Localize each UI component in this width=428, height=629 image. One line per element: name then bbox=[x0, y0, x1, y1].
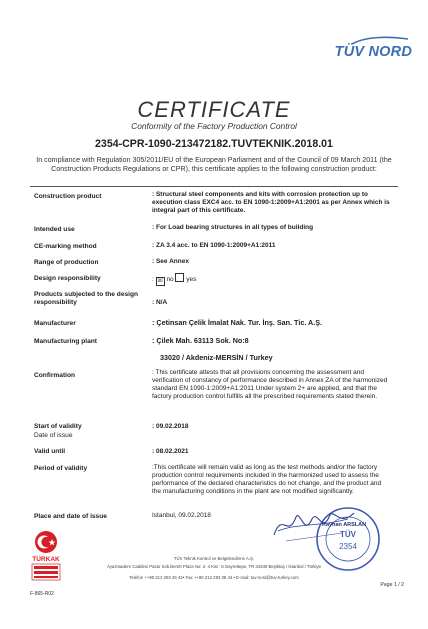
form-number: F-865-R02 bbox=[30, 591, 54, 597]
manufacturer-value: : Çetinsan Çelik İmalat Nak. Tur. İnş. San. Tic. A.Ş. bbox=[152, 318, 323, 327]
no-checkbox: ☒ bbox=[157, 278, 163, 284]
design-colon: : bbox=[152, 276, 154, 283]
range-label: Range of production bbox=[34, 259, 99, 266]
confirmation-label: Confirmation bbox=[34, 372, 76, 379]
manufacturing-plant-line1: : Çilek Mah. 63113 Sok. No:8 bbox=[152, 336, 249, 345]
footer-address: Ayazmadere Caddesi Pazar Sok.Berett Plaza No: 2- 4 Kat : 6 Gayrettepe, TR 34349 Beşiktaş / İstanbul / Türkiye bbox=[107, 564, 321, 569]
divider bbox=[30, 186, 398, 187]
design-responsibility-label: Design responsibility bbox=[34, 275, 101, 282]
ce-marking-value: : ZA 3.4 acc. to EN 1090-1:2009+A1:2011 bbox=[152, 242, 276, 249]
page-number: Page 1 / 2 bbox=[380, 582, 404, 588]
products-subjected-value: : N/A bbox=[152, 299, 168, 306]
intended-use-label: Intended use bbox=[34, 226, 75, 233]
turkak-name: TÜRKAK bbox=[32, 556, 60, 563]
ce-marking-label: CE-marking method bbox=[34, 243, 97, 250]
range-value: : See Annex bbox=[152, 258, 189, 265]
manufacturer-label: Manufacturer bbox=[34, 320, 76, 327]
start-validity-value: : 09.02.2018 bbox=[152, 423, 189, 430]
products-subjected-label: Products subjected to the design responsibility bbox=[34, 291, 139, 306]
start-validity-label: Start of validity bbox=[34, 423, 82, 430]
certificate-title: CERTIFICATE bbox=[137, 97, 291, 122]
certificate-number: 2354-CPR-1090-213472182.TUVTEKNIK.2018.01 bbox=[95, 138, 333, 150]
svg-text:TÜV: TÜV bbox=[340, 530, 356, 539]
place-date-label: Place and date of issue bbox=[34, 513, 107, 520]
date-of-issue-label: Date of issue bbox=[34, 432, 73, 439]
certificate-subtitle: Conformity of the Factory Production Control bbox=[131, 121, 297, 131]
tuv-nord-logo bbox=[318, 34, 412, 64]
manufacturing-plant-line2: 33020 / Akdeniz-MERSİN / Turkey bbox=[160, 353, 273, 362]
valid-until-value: : 08.02.2021 bbox=[152, 448, 189, 455]
yes-option-label: yes bbox=[186, 276, 197, 283]
place-date-value: Istanbul, 09.02.2018 bbox=[152, 512, 211, 519]
construction-product-label: Construction product bbox=[34, 193, 102, 200]
intended-use-value: : For Load bearing structures in all types of building bbox=[152, 224, 314, 231]
signatory-name: Kayhan ARSLAN bbox=[322, 522, 367, 528]
intro-text: In compliance with Regulation 305/2011/EU of the European Parliament and of the Council of 09 March 2011 (the Construction Products Regulations or CPR), this certificate applies to the following construction product: bbox=[36, 156, 392, 173]
footer-company: TÜV Teknik Kontrol ve Belgelendirme A.Ş. bbox=[173, 556, 255, 561]
design-responsibility-value bbox=[152, 273, 398, 286]
period-value: :This certificate will remain valid as long as the test methods and/or the factory production control requirements included in the harmonized used to assess the performance of the declared characteristics do not change, and the product and the manufacturing conditions in the plant are not modified significantly. bbox=[152, 464, 382, 495]
valid-until-label: Valid until bbox=[34, 448, 66, 455]
yes-checkbox bbox=[175, 273, 184, 282]
brand-name: TÜV NORD bbox=[334, 44, 412, 60]
construction-product-value: : Structural steel components and kits with corrosion protection up to execution class EXC4 acc. to EN 1090-1:2009+A1:2001 as per Annex which is integral part of this certificate. bbox=[152, 191, 390, 214]
confirmation-value: : This certificate attests that all provisions concerning the assessment and verification of constancy of performance described in Annex ZA of the harmonized standard EN 1090-1:2009+A1:2011 Under system 2+ are applied, and that the factory production control fulfills all the prescribed requirements stated therein. bbox=[152, 369, 388, 400]
period-label: Period of validity bbox=[34, 465, 88, 472]
manufacturing-plant-label: Manufacturing plant bbox=[34, 338, 98, 345]
no-option-label: no bbox=[166, 276, 174, 283]
stamp-number: 2354 bbox=[339, 542, 357, 551]
footer-contact: Telefon ++90 212 293 26 42• Fax ++90 212 293 38 44 • E-mail: tuv-nord@tuv-turkey.com bbox=[129, 575, 299, 580]
